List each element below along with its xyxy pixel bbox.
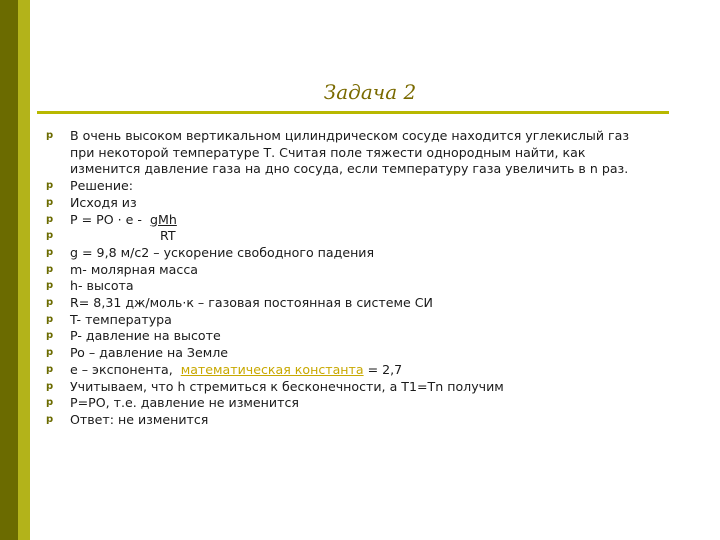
list-item [46,195,686,212]
list-item [46,362,686,379]
list-item [46,395,686,412]
bullet-icon: p [46,380,54,392]
slide-title: Задача 2 [323,80,417,104]
bullet-icon: p [46,246,54,258]
list-item [46,328,686,345]
text-line: Учитываем, что h стремиться к бесконечности, а T1=Tn получим [70,378,504,394]
formula-numerator: gMh [149,211,177,227]
bullet-icon: p [46,196,54,208]
list-item [46,178,686,195]
bullet-icon: p [46,397,54,409]
text-line: P- давление на высоте [70,328,221,344]
bullet-icon: p [46,230,54,242]
problem-line-2: при некоторой температуре Т. Считая поле тяжести однородным найти, как [70,144,586,160]
list-item [46,245,686,262]
formula-prefix: P = PO · e - [70,211,150,227]
list-item [46,128,686,178]
list-item [46,312,686,329]
list-item [46,295,686,312]
formula-denominator: RT [160,228,176,244]
text-line: P=PO, т.е. давление не изменится [70,395,299,411]
text-line: R= 8,31 дж/моль·к – газовая постоянная в системе СИ [70,295,433,311]
list-item [46,262,686,279]
list-item [46,212,686,229]
text-line: Исходя из [70,194,137,210]
list-item [46,412,686,429]
problem-line-3: изменится давление газа на дно сосуда, если температуру газа увеличить в n раз. [70,161,629,177]
bullet-list [46,128,686,429]
title-underline [37,111,669,114]
text-line: = 2,7 [363,361,403,377]
problem-line-1: В очень высоком вертикальном цилиндрическом сосуде находится углекислый газ [70,128,630,143]
bullet-icon: p [46,130,54,141]
bullet-icon: p [46,280,54,292]
bullet-icon: p [46,413,54,425]
list-item [46,379,686,396]
text-line: g = 9,8 м/с2 – ускорение свободного падения [70,244,375,260]
list-item [46,345,686,362]
text-line: Po – давление на Земле [70,345,229,361]
bullet-icon: p [46,263,54,275]
text-line: m- молярная масса [70,261,198,277]
answer-line: Ответ: не изменится [70,411,209,427]
bullet-icon: p [46,313,54,325]
bullet-icon: p [46,180,54,192]
math-constant-link[interactable]: математическая константа [180,361,364,377]
bullet-icon: p [46,347,54,359]
list-item [46,278,686,295]
text-line: e – экспонента, [70,361,181,377]
text-line: h- высота [70,278,134,294]
text-line: T- температура [70,311,172,327]
bullet-icon: p [46,330,54,342]
bullet-icon: p [46,297,54,309]
bullet-icon: p [46,363,54,375]
bullet-icon: p [46,213,54,225]
list-item [46,228,686,245]
solution-label: Решение: [70,178,134,194]
